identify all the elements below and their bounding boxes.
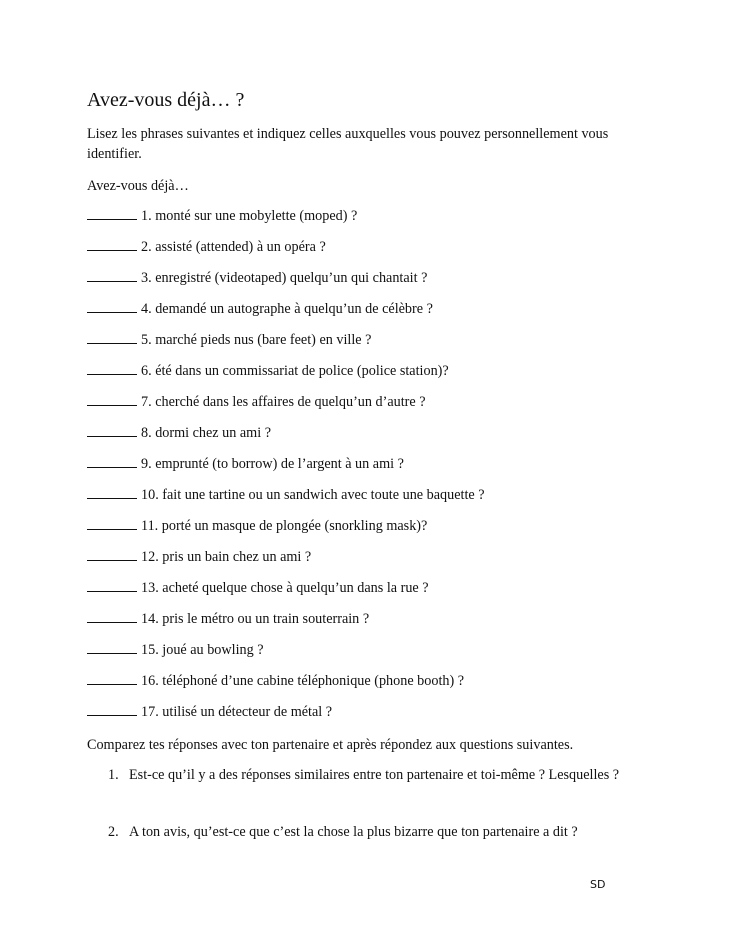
question-2 bbox=[108, 822, 578, 842]
list-item bbox=[87, 608, 485, 639]
page-title: Avez-vous déjà… ? bbox=[87, 89, 245, 111]
list-item bbox=[87, 639, 485, 670]
item-text: 17. utilisé un détecteur de métal ? bbox=[141, 704, 333, 720]
author-initials: SD bbox=[590, 878, 606, 891]
list-item bbox=[87, 453, 485, 484]
list-item bbox=[87, 484, 485, 515]
item-text: 16. téléphoné d’une cabine téléphonique (phone booth) ? bbox=[141, 673, 465, 689]
item-text: 7. cherché dans les affaires de quelqu’un d’autre ? bbox=[141, 394, 426, 410]
list-item bbox=[87, 236, 485, 267]
answer-blank[interactable] bbox=[87, 205, 137, 220]
instructions: Lisez les phrases suivantes et indiquez celles auxquelles vous pouvez personnellement vous identifier. bbox=[87, 126, 609, 162]
list-item bbox=[87, 670, 485, 701]
question-text: Est-ce qu’il y a des réponses similaires entre ton partenaire et toi-même ? Lesquelles ? bbox=[129, 767, 620, 783]
item-text: 11. porté un masque de plongée (snorkling mask)? bbox=[141, 518, 428, 534]
answer-blank[interactable] bbox=[87, 453, 137, 468]
item-text: 6. été dans un commissariat de police (police station)? bbox=[141, 363, 449, 379]
answer-blank[interactable] bbox=[87, 267, 137, 282]
statement-list bbox=[87, 205, 485, 732]
item-text: 15. joué au bowling ? bbox=[141, 642, 264, 658]
list-item bbox=[87, 267, 485, 298]
list-item bbox=[87, 701, 485, 732]
answer-blank[interactable] bbox=[87, 484, 137, 499]
item-text: 2. assisté (attended) à un opéra ? bbox=[141, 239, 326, 255]
list-item bbox=[87, 391, 485, 422]
answer-blank[interactable] bbox=[87, 515, 137, 530]
list-item bbox=[87, 298, 485, 329]
answer-blank[interactable] bbox=[87, 360, 137, 375]
list-lead: Avez-vous déjà… bbox=[87, 178, 189, 194]
answer-blank[interactable] bbox=[87, 577, 137, 592]
item-text: 8. dormi chez un ami ? bbox=[141, 425, 272, 441]
list-item bbox=[87, 546, 485, 577]
answer-blank[interactable] bbox=[87, 391, 137, 406]
compare-instructions: Comparez tes réponses avec ton partenaire et après répondez aux questions suivantes. bbox=[87, 737, 574, 753]
answer-blank[interactable] bbox=[87, 546, 137, 561]
question-text: A ton avis, qu’est-ce que c’est la chose la plus bizarre que ton partenaire a dit ? bbox=[129, 824, 578, 840]
answer-blank[interactable] bbox=[87, 670, 137, 685]
question-number: 2. bbox=[108, 824, 119, 840]
list-item bbox=[87, 360, 485, 391]
item-text: 13. acheté quelque chose à quelqu’un dans la rue ? bbox=[141, 580, 429, 596]
answer-blank[interactable] bbox=[87, 298, 137, 313]
item-text: 12. pris un bain chez un ami ? bbox=[141, 549, 312, 565]
answer-blank[interactable] bbox=[87, 422, 137, 437]
list-item bbox=[87, 422, 485, 453]
list-item bbox=[87, 329, 485, 360]
answer-blank[interactable] bbox=[87, 701, 137, 716]
item-text: 4. demandé un autographe à quelqu’un de célèbre ? bbox=[141, 301, 433, 317]
answer-blank[interactable] bbox=[87, 329, 137, 344]
item-text: 10. fait une tartine ou un sandwich avec toute une baquette ? bbox=[141, 487, 485, 503]
list-item bbox=[87, 515, 485, 546]
question-number: 1. bbox=[108, 767, 119, 783]
question-1 bbox=[108, 765, 619, 785]
answer-blank[interactable] bbox=[87, 236, 137, 251]
answer-blank[interactable] bbox=[87, 639, 137, 654]
answer-blank[interactable] bbox=[87, 608, 137, 623]
item-text: 9. emprunté (to borrow) de l’argent à un ami ? bbox=[141, 456, 404, 472]
item-text: 3. enregistré (videotaped) quelqu’un qui chantait ? bbox=[141, 270, 428, 286]
item-text: 14. pris le métro ou un train souterrain ? bbox=[141, 611, 370, 627]
item-text: 5. marché pieds nus (bare feet) en ville ? bbox=[141, 332, 372, 348]
list-item bbox=[87, 205, 485, 236]
item-text: 1. monté sur une mobylette (moped) ? bbox=[141, 208, 358, 224]
list-item bbox=[87, 577, 485, 608]
